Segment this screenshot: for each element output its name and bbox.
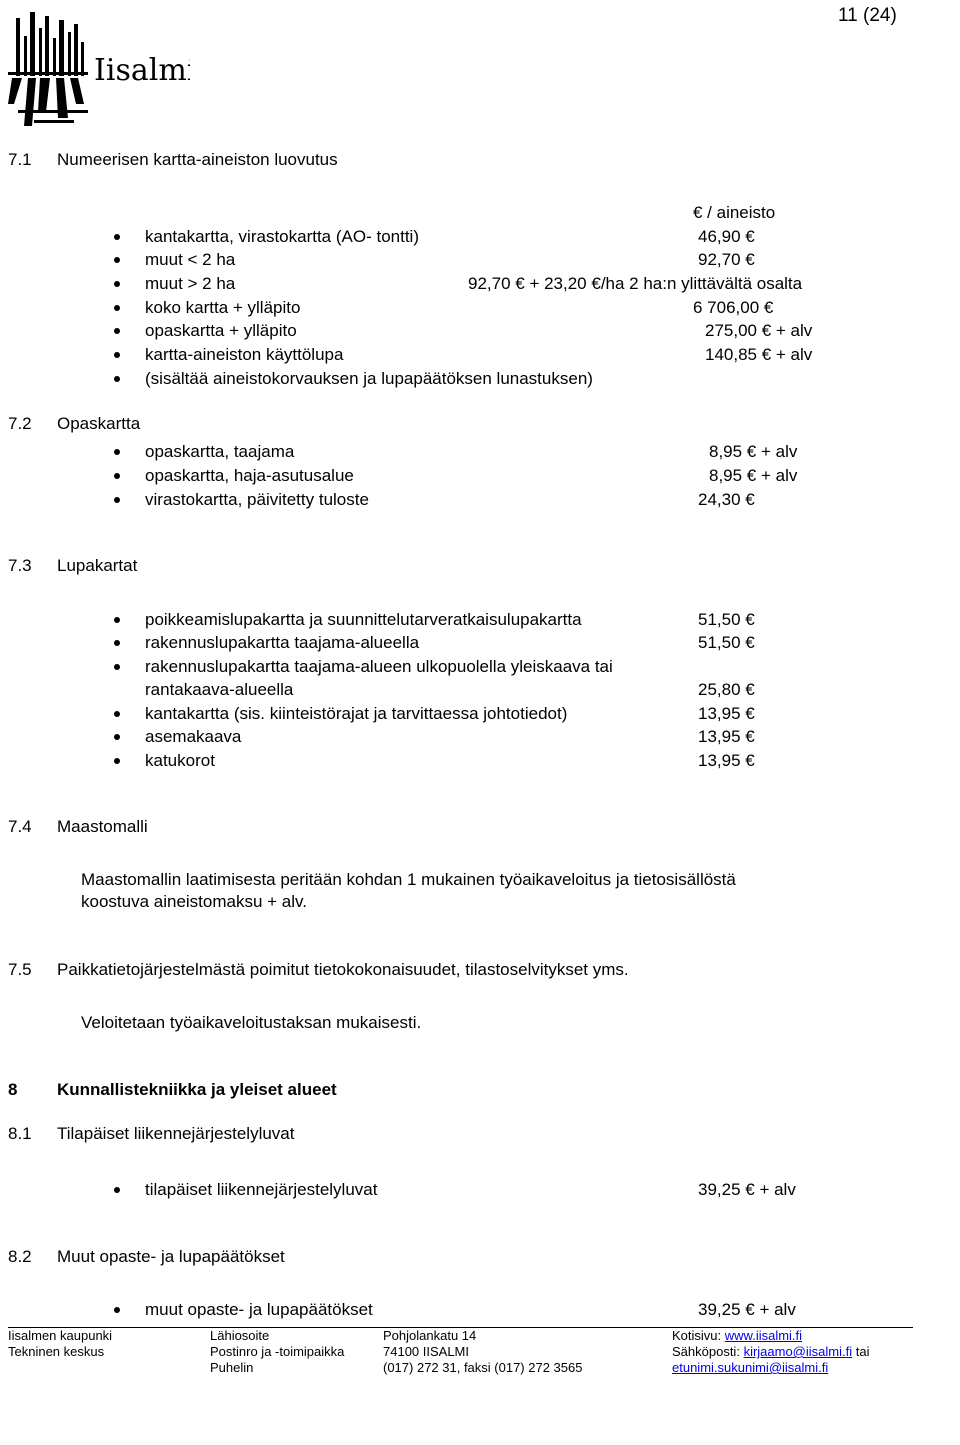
list-item-label: asemakaava [145, 727, 242, 746]
list-item-price: 51,50 € [698, 610, 755, 629]
list-item-price: 13,95 € [698, 727, 755, 746]
list-item-price: 275,00 € + alv [705, 321, 813, 340]
list-item-label: rakennuslupakartta taajama-alueella [145, 633, 420, 652]
bullet-icon [114, 617, 120, 623]
section-title: Tilapäiset liikennejärjestelyluvat [57, 1124, 295, 1143]
footer-street: Pohjolankatu 14 [383, 1328, 477, 1343]
bullet-icon [114, 281, 120, 287]
bullet-icon [114, 257, 120, 263]
footer-email [672, 1344, 869, 1360]
bullet-icon [114, 1187, 120, 1193]
section-title: Opaskartta [57, 414, 141, 433]
bullet-icon [114, 376, 120, 382]
list-item-label: (sisältää aineistokorvauksen ja lupapäätöksen lunastuksen) [145, 369, 593, 388]
iisalmi-logo-mark [6, 8, 190, 130]
list-item-label: kantakartta, virastokartta (AO- tontti) [145, 227, 419, 246]
footer-homepage [672, 1328, 802, 1344]
iisalmi-logo [6, 8, 190, 130]
list-item-label: katukorot [145, 751, 215, 770]
section-number: 8 [8, 1080, 18, 1099]
bullet-icon [114, 664, 120, 670]
section-title: Paikkatietojärjestelmästä poimitut tietokokonaisuudet, tilastoselvitykset yms. [57, 960, 629, 979]
list-item-price: 92,70 € + 23,20 €/ha 2 ha:n ylittävältä osalta [468, 274, 803, 293]
list-item-price: 140,85 € + alv [705, 345, 813, 364]
list-item-price: 8,95 € + alv [709, 466, 798, 485]
footer-postal: 74100 IISALMI [383, 1344, 469, 1359]
section-number: 7.3 [8, 556, 32, 575]
list-item-price: 8,95 € + alv [709, 442, 798, 461]
list-item-label: rakennuslupakartta taajama-alueen ulkopuolella yleiskaava tai [145, 657, 613, 676]
footer-phone: (017) 272 31, faksi (017) 272 3565 [383, 1360, 583, 1375]
section-title: Maastomalli [57, 817, 148, 836]
list-item-label: tilapäiset liikennejärjestelyluvat [145, 1180, 378, 1199]
list-item-price: 39,25 € + alv [698, 1300, 796, 1319]
footer-label: Puhelin [210, 1360, 254, 1375]
footer-org-name: Iisalmen kaupunki [8, 1328, 113, 1343]
list-item-label: kartta-aineiston käyttölupa [145, 345, 344, 364]
bullet-icon [114, 328, 120, 334]
bullet-icon [114, 758, 120, 764]
bullet-icon [114, 711, 120, 717]
bullet-icon [114, 1307, 120, 1313]
list-item-label: koko kartta + ylläpito [145, 298, 301, 317]
list-item-label: opaskartta, haja-asutusalue [145, 466, 354, 485]
list-item-label: muut opaste- ja lupapäätökset [145, 1300, 373, 1319]
paragraph: Veloitetaan työaikaveloitustaksan mukaisesti. [81, 1013, 422, 1032]
page-number: 11 (24) [838, 5, 897, 26]
list-item-label: opaskartta + ylläpito [145, 321, 297, 340]
section-number: 8.2 [8, 1247, 32, 1266]
list-item-label-continued: rantakaava-alueella [145, 680, 294, 699]
section-number: 7.2 [8, 414, 32, 433]
list-item-label: muut > 2 ha [145, 274, 236, 293]
list-item-price: 46,90 € [698, 227, 755, 246]
paragraph-line: Maastomallin laatimisesta peritään kohdan 1 mukainen työaikaveloitus ja tietosisällöstä [81, 870, 736, 889]
list-item-price: 24,30 € [698, 490, 755, 509]
section-title: Numeerisen kartta-aineiston luovutus [57, 150, 338, 169]
footer-department: Tekninen keskus [8, 1344, 105, 1359]
section-title: Muut opaste- ja lupapäätökset [57, 1247, 285, 1266]
bullet-icon [114, 640, 120, 646]
section-number: 7.5 [8, 960, 32, 979]
homepage-link[interactable]: www.iisalmi.fi [724, 1328, 803, 1343]
homepage-label: Kotisivu: [672, 1328, 722, 1343]
section-number: 8.1 [8, 1124, 32, 1143]
email-link[interactable]: kirjaamo@iisalmi.fi [743, 1344, 853, 1359]
bullet-icon [114, 352, 120, 358]
unit-header: € / aineisto [693, 203, 776, 222]
list-item-price: 51,50 € [698, 633, 755, 652]
bullet-icon [114, 305, 120, 311]
list-item-price: 6 706,00 € [693, 298, 774, 317]
bullet-icon [114, 473, 120, 479]
section-title: Kunnallistekniikka ja yleiset alueet [57, 1080, 337, 1099]
bullet-icon [114, 449, 120, 455]
list-item-label: virastokartta, päivitetty tuloste [145, 490, 369, 509]
footer-email-2 [672, 1360, 828, 1376]
email-link-personal[interactable]: etunimi.sukunimi@iisalmi.fi [672, 1360, 829, 1375]
list-item-price: 13,95 € [698, 751, 755, 770]
list-item-price: 13,95 € [698, 704, 755, 723]
bullet-icon [114, 497, 120, 503]
logo-text: Iisalmi [94, 53, 190, 88]
bullet-icon [114, 234, 120, 240]
list-item-price: 25,80 € [698, 680, 755, 699]
list-item-label: poikkeamislupakartta ja suunnittelutarveratkaisulupakartta [145, 610, 582, 629]
list-item-price: 39,25 € + alv [698, 1180, 796, 1199]
list-item-label: opaskartta, taajama [145, 442, 295, 461]
section-number: 7.1 [8, 150, 32, 169]
paragraph-line: koostuva aineistomaksu + alv. [81, 892, 307, 911]
list-item-label: muut < 2 ha [145, 250, 236, 269]
section-number: 7.4 [8, 817, 32, 836]
list-item-price: 92,70 € [698, 250, 755, 269]
email-suffix: tai [855, 1344, 870, 1359]
footer-label: Lähiosoite [210, 1328, 270, 1343]
bullet-icon [114, 734, 120, 740]
section-title: Lupakartat [57, 556, 138, 575]
email-label: Sähköposti: [672, 1344, 740, 1359]
list-item-label: kantakartta (sis. kiinteistörajat ja tarvittaessa johtotiedot) [145, 704, 568, 723]
footer-label: Postinro ja -toimipaikka [210, 1344, 345, 1359]
